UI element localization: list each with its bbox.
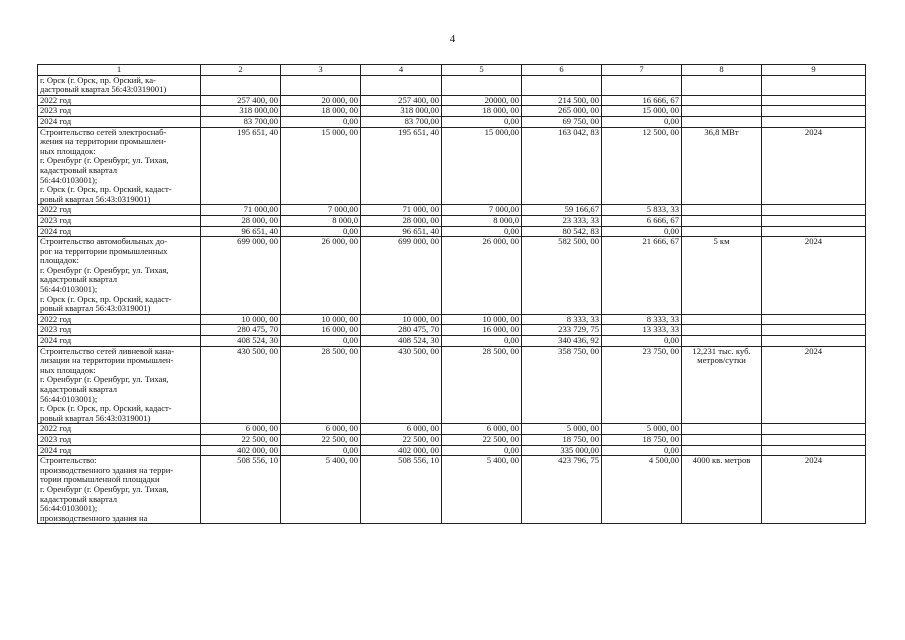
year-cell (762, 314, 866, 325)
capacity-cell (682, 106, 762, 117)
year-row (38, 106, 866, 117)
amount-cell: 0,00 (602, 445, 682, 456)
year-label: 2022 год (38, 95, 201, 106)
year-row (38, 226, 866, 237)
amount-cell: 20000, 00 (442, 95, 522, 106)
capacity-cell (682, 95, 762, 106)
capacity-cell: 12,231 тыс. куб. метров/сутки (682, 346, 762, 424)
amount-cell: 7 000,00 (442, 205, 522, 216)
item-description: Строительство автомобильных до- рог на территории промышленных площадок: г. Оренбург (г. Оренбург, ул. Тихая, кадастровый квартал 56:44:0103001); г. Орск (г. Орск, пр. Орский, кадаст- ровый квартал 56:43:0319001) (38, 237, 201, 315)
amount-cell: 280 475, 70 (201, 325, 281, 336)
amount-cell: 195 651, 40 (361, 127, 442, 205)
capacity-cell: 36,8 МВт (682, 127, 762, 205)
amount-cell: 80 542, 83 (522, 226, 602, 237)
amount-cell: 15 000,00 (442, 127, 522, 205)
amount-cell: 16 000, 00 (442, 325, 522, 336)
year-label: 2022 год (38, 424, 201, 435)
amount-cell: 71 000, 00 (361, 205, 442, 216)
amount-cell: 408 524, 30 (361, 336, 442, 347)
year-cell (762, 325, 866, 336)
amount-cell: 96 651, 40 (361, 226, 442, 237)
amount-cell: 0,00 (602, 226, 682, 237)
amount-cell: 10 000, 00 (361, 314, 442, 325)
amount-cell: 10 000, 00 (442, 314, 522, 325)
amount-cell: 6 000, 00 (201, 424, 281, 435)
amount-cell: 18 750, 00 (522, 434, 602, 445)
column-header: 5 (442, 65, 522, 76)
amount-cell: 6 000, 00 (442, 424, 522, 435)
amount-cell: 28 000, 00 (361, 215, 442, 226)
year-cell (762, 336, 866, 347)
capacity-cell (682, 445, 762, 456)
year-cell: 2024 (762, 456, 866, 524)
capacity-cell (682, 434, 762, 445)
amount-cell: 8 000,0 (281, 215, 361, 226)
amount-cell: 23 750, 00 (602, 346, 682, 424)
amount-cell: 0,00 (281, 445, 361, 456)
amount-cell: 5 000, 00 (522, 424, 602, 435)
year-cell (762, 226, 866, 237)
amount-cell: 6 666, 67 (602, 215, 682, 226)
amount-cell: 7 000,00 (281, 205, 361, 216)
amount-cell: 233 729, 75 (522, 325, 602, 336)
item-description: Строительство сетей ливневой кана- лизации на территории промышлен- ных площадок: г. Оренбург (г. Оренбург, ул. Тихая, кадастровый квартал 56:44:0103001); г. Орск (г. Орск, пр. Орский, кадаст- ровый квартал 56:43:0319001) (38, 346, 201, 424)
amount-cell: 5 833, 33 (602, 205, 682, 216)
amount-cell: 22 500, 00 (281, 434, 361, 445)
amount-cell: 257 400, 00 (201, 95, 281, 106)
amount-cell: 508 556, 10 (361, 456, 442, 524)
amount-cell: 13 333, 33 (602, 325, 682, 336)
amount-cell: 22 500, 00 (361, 434, 442, 445)
year-cell (762, 106, 866, 117)
item-row (38, 127, 866, 205)
amount-cell: 402 000, 00 (201, 445, 281, 456)
capacity-cell (682, 205, 762, 216)
capacity-cell (682, 226, 762, 237)
amount-cell: 71 000,00 (201, 205, 281, 216)
amount-cell: 18 000, 00 (442, 106, 522, 117)
amount-cell: 69 750, 00 (522, 116, 602, 127)
year-cell (762, 95, 866, 106)
capacity-cell (682, 325, 762, 336)
amount-cell: 4 500,00 (602, 456, 682, 524)
amount-cell: 6 000, 00 (281, 424, 361, 435)
amount-cell: 335 000,00 (522, 445, 602, 456)
column-header: 8 (682, 65, 762, 76)
amount-cell: 8 000,0 (442, 215, 522, 226)
year-label: 2023 год (38, 106, 201, 117)
year-row (38, 445, 866, 456)
amount-cell: 26 000, 00 (281, 237, 361, 315)
amount-cell: 23 333, 33 (522, 215, 602, 226)
amount-cell: 83 700,00 (361, 116, 442, 127)
amount-cell: 22 500, 00 (201, 434, 281, 445)
year-row (38, 116, 866, 127)
year-cell: 2024 (762, 237, 866, 315)
capacity-cell: 5 км (682, 237, 762, 315)
year-label: 2023 год (38, 434, 201, 445)
amount-cell: 16 000, 00 (281, 325, 361, 336)
amount-cell: 265 000, 00 (522, 106, 602, 117)
amount-cell: 6 000, 00 (361, 424, 442, 435)
amount-cell: 699 000, 00 (201, 237, 281, 315)
year-cell (762, 434, 866, 445)
amount-cell: 508 556, 10 (201, 456, 281, 524)
amount-cell: 0,00 (281, 226, 361, 237)
column-header: 2 (201, 65, 281, 76)
year-row (38, 424, 866, 435)
amount-cell: 28 000, 00 (201, 215, 281, 226)
capacity-cell: 4000 кв. метров (682, 456, 762, 524)
year-label: 2024 год (38, 226, 201, 237)
amount-cell: 8 333, 33 (522, 314, 602, 325)
amount-cell: 15 000, 00 (281, 127, 361, 205)
item-row (38, 237, 866, 315)
item-description: г. Орск (г. Орск, пр. Орский, ка- дастровый квартал 56:43:0319001) (38, 75, 201, 95)
amount-cell (281, 75, 361, 95)
budget-table (37, 64, 866, 524)
amount-cell: 0,00 (602, 116, 682, 127)
item-row (38, 75, 866, 95)
amount-cell: 0,00 (602, 336, 682, 347)
year-label: 2023 год (38, 325, 201, 336)
year-cell (762, 75, 866, 95)
amount-cell (442, 75, 522, 95)
amount-cell: 16 666, 67 (602, 95, 682, 106)
amount-cell (361, 75, 442, 95)
amount-cell: 340 436, 92 (522, 336, 602, 347)
capacity-cell (682, 336, 762, 347)
column-header: 9 (762, 65, 866, 76)
item-row (38, 346, 866, 424)
column-header: 7 (602, 65, 682, 76)
year-cell (762, 445, 866, 456)
item-description: Строительство сетей электроснаб- жения на территории промышлен- ных площадок: г. Оренбург (г. Оренбург, ул. Тихая, кадастровый квартал 56:44:0103001); г. Орск (г. Орск, пр. Орский, кадаст- ровый квартал 56:43:0319001) (38, 127, 201, 205)
year-label: 2024 год (38, 116, 201, 127)
amount-cell: 163 042, 83 (522, 127, 602, 205)
amount-cell: 18 000, 00 (281, 106, 361, 117)
amount-cell: 0,00 (281, 336, 361, 347)
amount-cell: 5 400, 00 (281, 456, 361, 524)
amount-cell: 0,00 (281, 116, 361, 127)
year-row (38, 205, 866, 216)
column-header: 3 (281, 65, 361, 76)
amount-cell: 28 500, 00 (281, 346, 361, 424)
item-description: Строительство: производственного здания на терри- тории промышленной площадки г. Оренбург (г. Оренбург, ул. Тихая, кадастровый квартал 56:44:0103001); производственного здания на (38, 456, 201, 524)
capacity-cell (682, 215, 762, 226)
amount-cell: 22 500, 00 (442, 434, 522, 445)
amount-cell: 318 000,00 (201, 106, 281, 117)
amount-cell: 0,00 (442, 226, 522, 237)
page-number: 4 (449, 33, 456, 45)
amount-cell: 26 000, 00 (442, 237, 522, 315)
amount-cell: 0,00 (442, 336, 522, 347)
amount-cell: 5 000, 00 (602, 424, 682, 435)
capacity-cell (682, 424, 762, 435)
amount-cell: 8 333, 33 (602, 314, 682, 325)
year-label: 2023 год (38, 215, 201, 226)
amount-cell: 83 700,00 (201, 116, 281, 127)
amount-cell: 10 000, 00 (281, 314, 361, 325)
column-header: 1 (38, 65, 201, 76)
amount-cell (522, 75, 602, 95)
year-row (38, 434, 866, 445)
item-row (38, 456, 866, 524)
capacity-cell (682, 116, 762, 127)
year-cell (762, 205, 866, 216)
year-cell (762, 215, 866, 226)
amount-cell: 28 500, 00 (442, 346, 522, 424)
capacity-cell (682, 75, 762, 95)
year-row (38, 95, 866, 106)
amount-cell: 12 500, 00 (602, 127, 682, 205)
year-row (38, 325, 866, 336)
amount-cell: 195 651, 40 (201, 127, 281, 205)
year-row (38, 336, 866, 347)
year-cell: 2024 (762, 346, 866, 424)
year-cell (762, 116, 866, 127)
amount-cell: 21 666, 67 (602, 237, 682, 315)
amount-cell: 430 500, 00 (201, 346, 281, 424)
amount-cell: 96 651, 40 (201, 226, 281, 237)
capacity-cell (682, 314, 762, 325)
amount-cell: 280 475, 70 (361, 325, 442, 336)
amount-cell: 20 000, 00 (281, 95, 361, 106)
amount-cell: 15 000, 00 (602, 106, 682, 117)
year-cell: 2024 (762, 127, 866, 205)
amount-cell: 214 500, 00 (522, 95, 602, 106)
year-row (38, 215, 866, 226)
amount-cell: 430 500, 00 (361, 346, 442, 424)
amount-cell: 699 000, 00 (361, 237, 442, 315)
column-header: 6 (522, 65, 602, 76)
table-body (38, 65, 866, 524)
year-label: 2024 год (38, 336, 201, 347)
amount-cell: 257 400, 00 (361, 95, 442, 106)
column-header: 4 (361, 65, 442, 76)
amount-cell: 582 500, 00 (522, 237, 602, 315)
amount-cell: 402 000, 00 (361, 445, 442, 456)
amount-cell: 5 400, 00 (442, 456, 522, 524)
year-row (38, 314, 866, 325)
year-label: 2022 год (38, 205, 201, 216)
year-cell (762, 424, 866, 435)
amount-cell: 423 796, 75 (522, 456, 602, 524)
header-row (38, 65, 866, 76)
amount-cell: 0,00 (442, 445, 522, 456)
amount-cell (201, 75, 281, 95)
amount-cell: 408 524, 30 (201, 336, 281, 347)
amount-cell: 59 166,67 (522, 205, 602, 216)
amount-cell: 10 000, 00 (201, 314, 281, 325)
year-label: 2022 год (38, 314, 201, 325)
amount-cell: 18 750, 00 (602, 434, 682, 445)
amount-cell: 318 000,00 (361, 106, 442, 117)
year-label: 2024 год (38, 445, 201, 456)
amount-cell: 358 750, 00 (522, 346, 602, 424)
amount-cell: 0,00 (442, 116, 522, 127)
amount-cell (602, 75, 682, 95)
